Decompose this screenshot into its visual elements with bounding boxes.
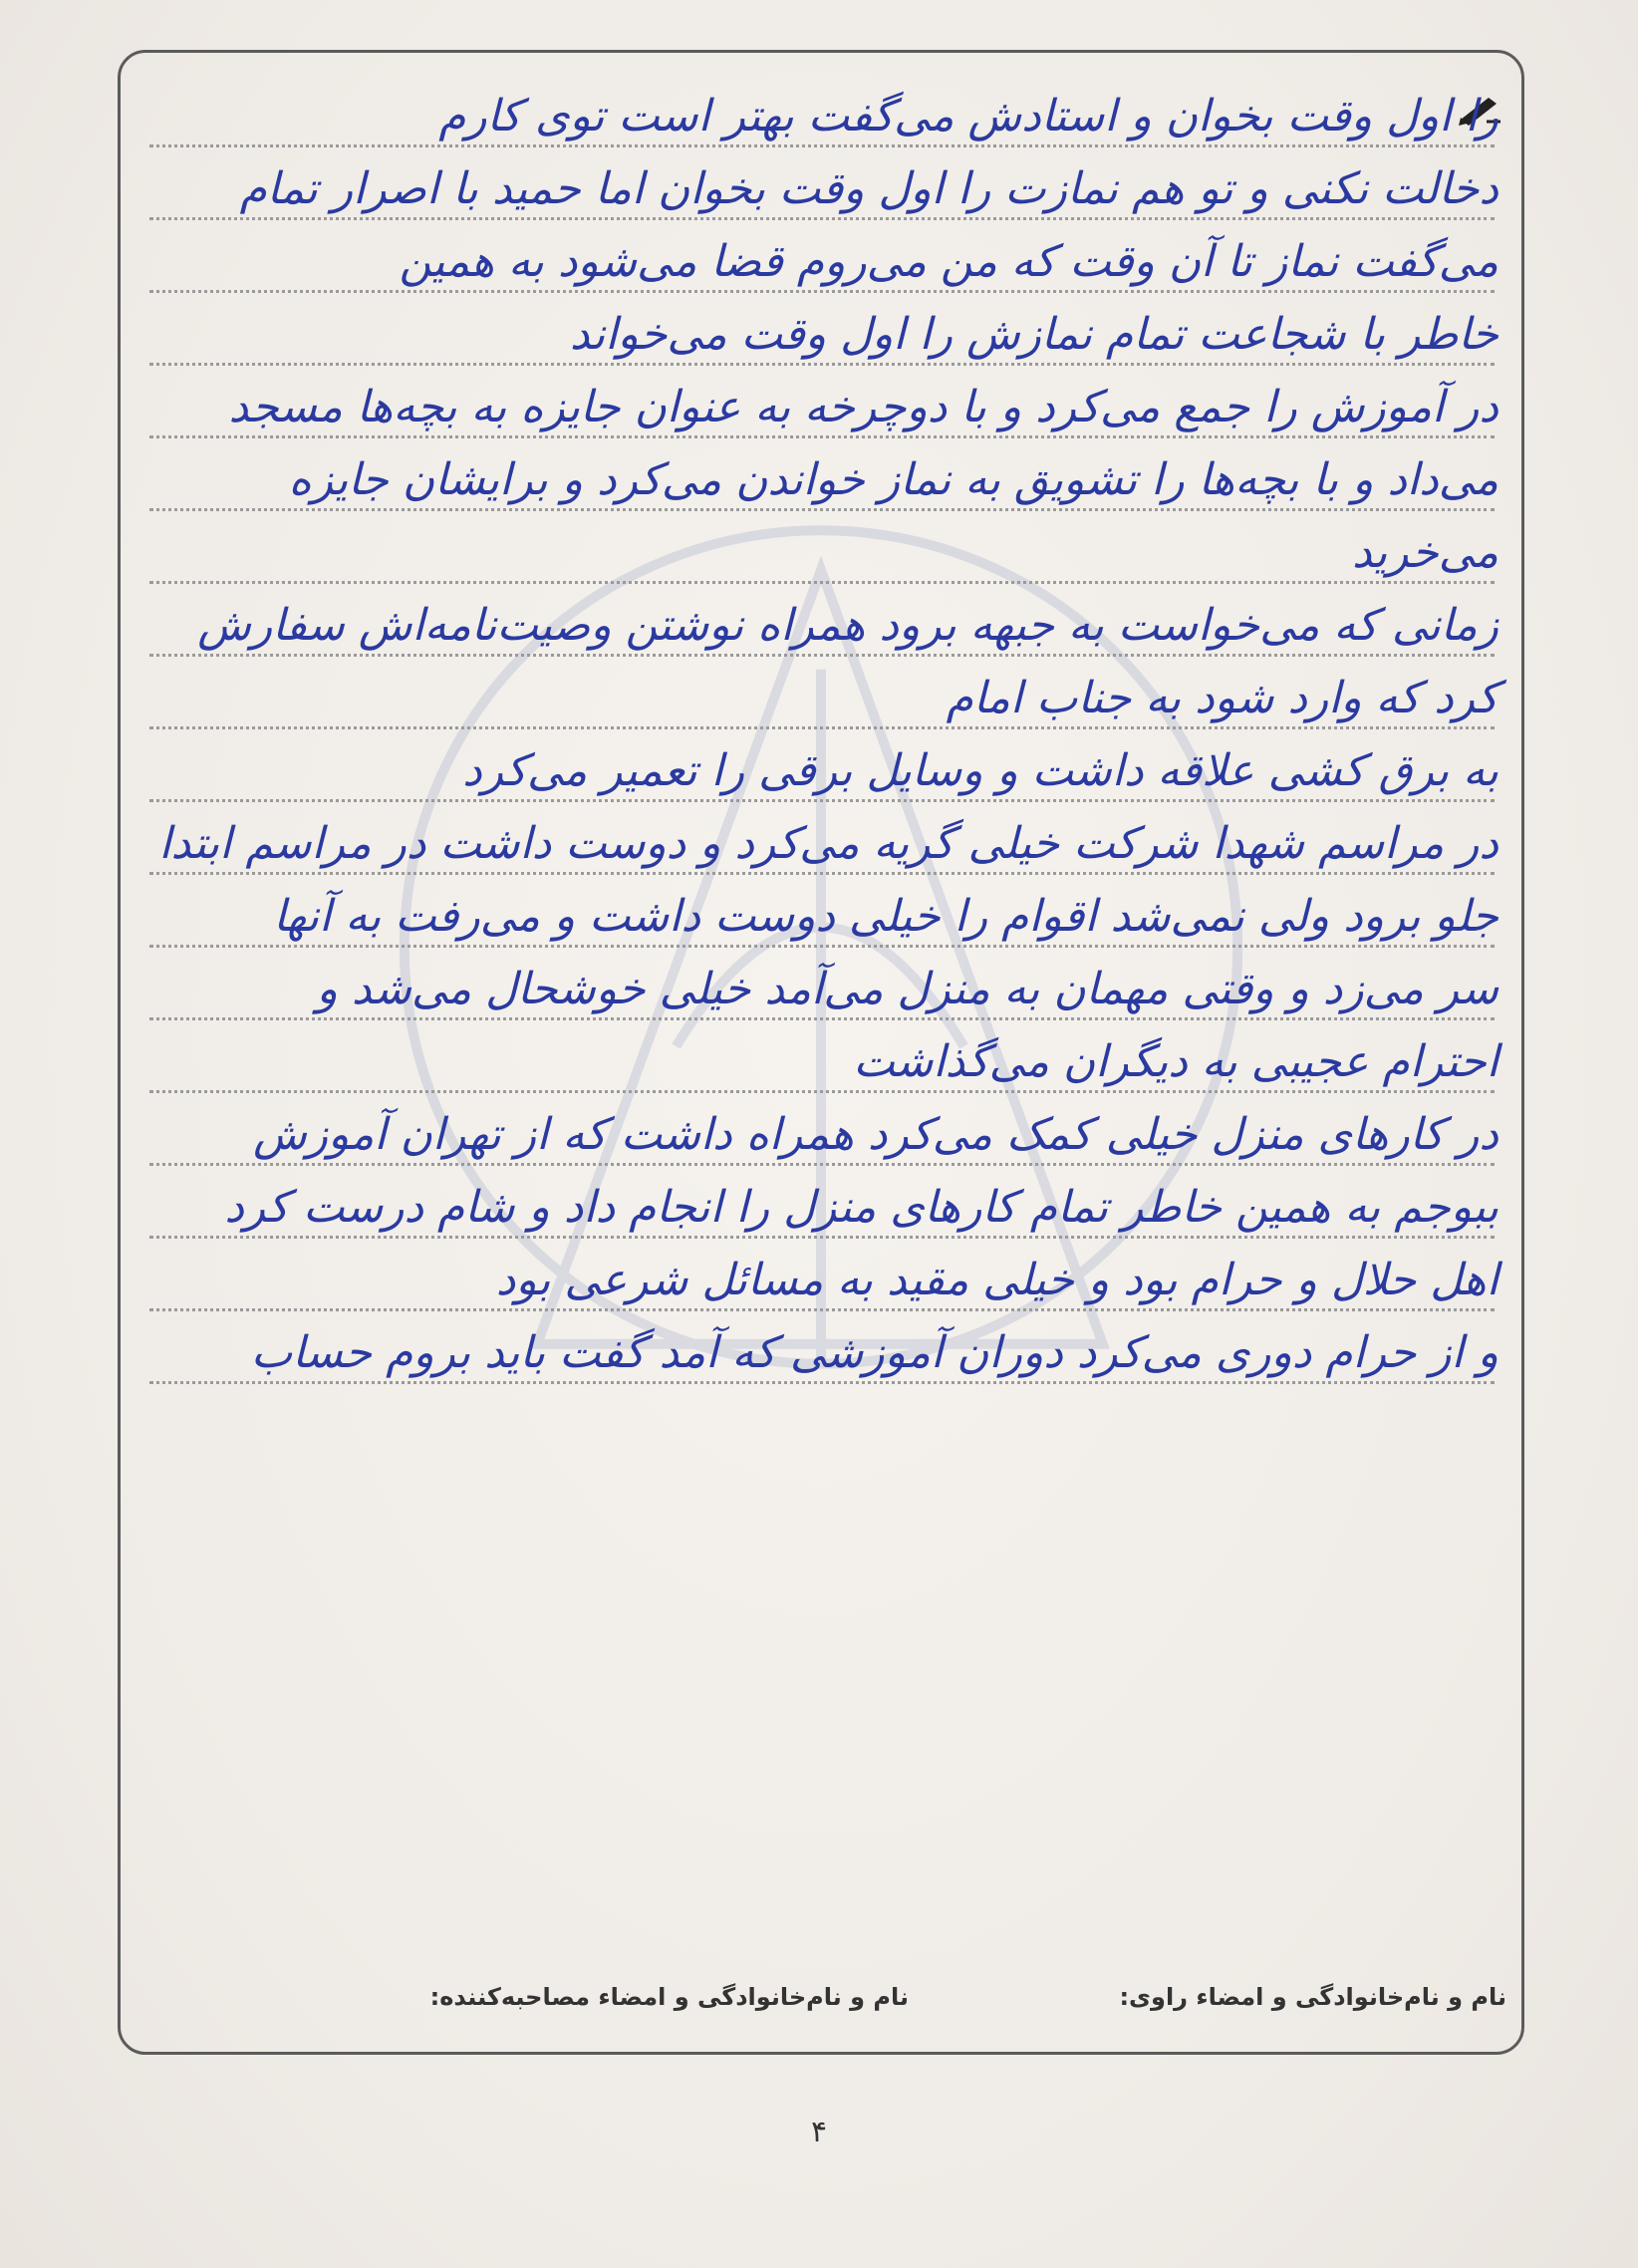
handwritten-line: کرد که وارد شود به جناب امام — [946, 673, 1499, 723]
handwritten-line: می‌داد و با بچه‌ها را تشویق به نماز خواندن می‌کرد و برایشان جایزه — [288, 454, 1499, 505]
narrator-signature-label: نام و نام‌خانوادگی و امضاء راوی: — [1119, 1983, 1506, 2011]
signature-footer — [139, 1983, 1506, 2033]
handwritten-line: در کارهای منزل خیلی کمک می‌کرد همراه داشت که از تهران آموزش — [253, 1109, 1499, 1160]
handwritten-line: ببوجم به همین خاطر تمام کارهای منزل را انجام داد و شام درست کرد — [224, 1182, 1499, 1233]
handwritten-line: را اول وقت بخوان و استادش می‌گفت بهتر است توی کارم — [438, 91, 1499, 142]
handwritten-line: سر می‌زد و وقتی مهمان به منزل می‌آمد خیلی خوشحال می‌شد و — [316, 964, 1499, 1014]
handwritten-line: می‌گفت نماز تا آن وقت که من می‌روم قضا می‌شود به همین — [399, 236, 1499, 287]
handwritten-line: احترام عجیبی به دیگران می‌گذاشت — [853, 1036, 1499, 1087]
handwritten-line: در آموزش را جمع می‌کرد و با دوچرخه به عنوان جایزه به بچه‌ها مسجد — [228, 382, 1499, 432]
handwritten-line: به برق کشی علاقه داشت و وسایل برقی را تعمیر می‌کرد — [462, 745, 1499, 796]
handwritten-line: اهل حلال و حرام بود و خیلی مقید به مسائل شرعی بود — [495, 1255, 1499, 1305]
page-number: ۴ — [810, 2115, 828, 2149]
handwritten-line: می‌خرید — [1351, 527, 1499, 578]
handwritten-line: و از حرام دوری می‌کرد دوران آموزشی که آمد گفت باید بروم حساب — [250, 1327, 1499, 1378]
interviewer-signature-label: نام و نام‌خانوادگی و امضاء مصاحبه‌کننده: — [429, 1983, 909, 2011]
handwritten-line: دخالت نکنی و تو هم نمازت را اول وقت بخوان اما حمید با اصرار تمام — [239, 163, 1499, 214]
handwritten-line: در مراسم شهدا شرکت خیلی گریه می‌کرد و دوست داشت در مراسم ابتدا — [158, 818, 1499, 869]
handwritten-line: جلو برود ولی نمی‌شد اقوام را خیلی دوست داشت و می‌رفت به آنها — [273, 891, 1499, 942]
handwritten-line: خاطر با شجاعت تمام نمازش را اول وقت می‌خواند — [569, 309, 1499, 360]
handwritten-line: زمانی که می‌خواست به جبهه برود همراه نوشتن وصیت‌نامه‌اش سفارش — [197, 600, 1499, 651]
